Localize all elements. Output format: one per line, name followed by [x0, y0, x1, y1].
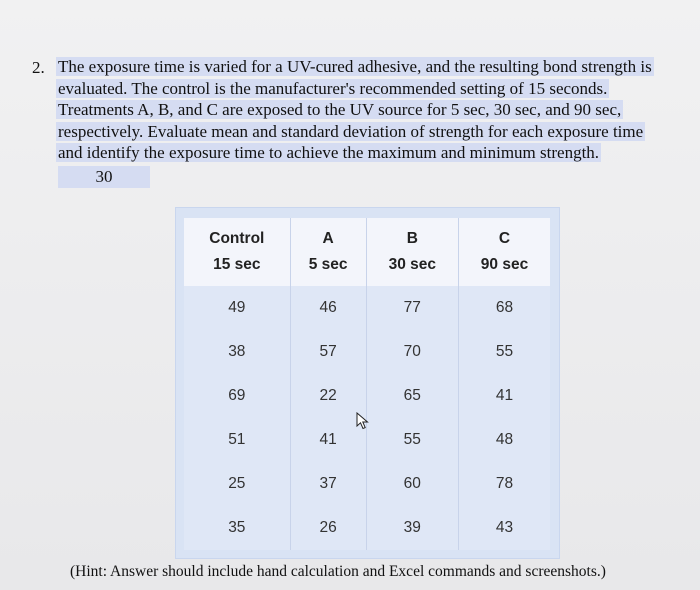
table-row [184, 462, 550, 506]
header-b [366, 218, 458, 286]
data-table-container [175, 207, 560, 559]
table-cell: 77 [366, 286, 458, 330]
table-cell: 22 [290, 374, 366, 418]
hint-text: (Hint: Answer should include hand calculation and Excel commands and screenshots.) [70, 563, 606, 580]
question-line-3: Treatments A, B, and C are exposed to the UV source for 5 sec, 30 sec, and 90 sec, [58, 100, 622, 119]
table-cell: 55 [366, 418, 458, 462]
question-line-2: evaluated. The control is the manufacturer's recommended setting of 15 seconds. [58, 78, 608, 98]
mouse-pointer-icon [356, 412, 370, 430]
table-cell: 39 [366, 506, 458, 550]
table-header-row [184, 218, 550, 286]
table-cell: 57 [290, 330, 366, 374]
table-cell: 26 [290, 506, 366, 550]
table-cell: 37 [290, 462, 366, 506]
question-line-1: The exposure time is varied for a UV-cured adhesive, and the resulting bond strength is [58, 57, 652, 76]
table-cell: 68 [459, 286, 550, 330]
header-name: C [498, 230, 511, 247]
table-cell: 60 [366, 462, 458, 506]
table-cell: 51 [184, 418, 290, 462]
header-name: A [322, 230, 334, 247]
table-row [184, 506, 550, 550]
header-a [290, 218, 366, 286]
header-time: 5 sec [308, 256, 348, 273]
question-line-5: and identify the exposure time to achieve the maximum and minimum strength. [58, 143, 600, 162]
table-cell: 41 [290, 418, 366, 462]
table-row [184, 286, 550, 330]
table-cell: 35 [184, 506, 290, 550]
table-row [184, 330, 550, 374]
question-number: 2. [32, 58, 45, 77]
header-time: 90 sec [480, 256, 529, 273]
question-answer: 30 [58, 166, 150, 188]
header-c [459, 218, 550, 286]
table-cell: 41 [459, 374, 550, 418]
header-time: 30 sec [388, 256, 437, 273]
question-line-4: respectively. Evaluate mean and standard deviation of strength for each exposure time [58, 121, 644, 141]
table-cell: 49 [184, 286, 290, 330]
table-cell: 70 [366, 330, 458, 374]
table-cell: 48 [459, 418, 550, 462]
table-cell: 25 [184, 462, 290, 506]
table-cell: 65 [366, 374, 458, 418]
table-cell: 55 [459, 330, 550, 374]
bond-strength-table [184, 218, 550, 550]
table-cell: 69 [184, 374, 290, 418]
header-time: 15 sec [213, 256, 261, 273]
header-control [184, 218, 290, 286]
table-cell: 78 [459, 462, 550, 506]
table-cell: 46 [290, 286, 366, 330]
question-text [56, 56, 666, 164]
header-name: Control [209, 230, 265, 247]
header-name: B [406, 230, 418, 247]
table-cell: 38 [184, 330, 290, 374]
table-cell: 43 [459, 506, 550, 550]
